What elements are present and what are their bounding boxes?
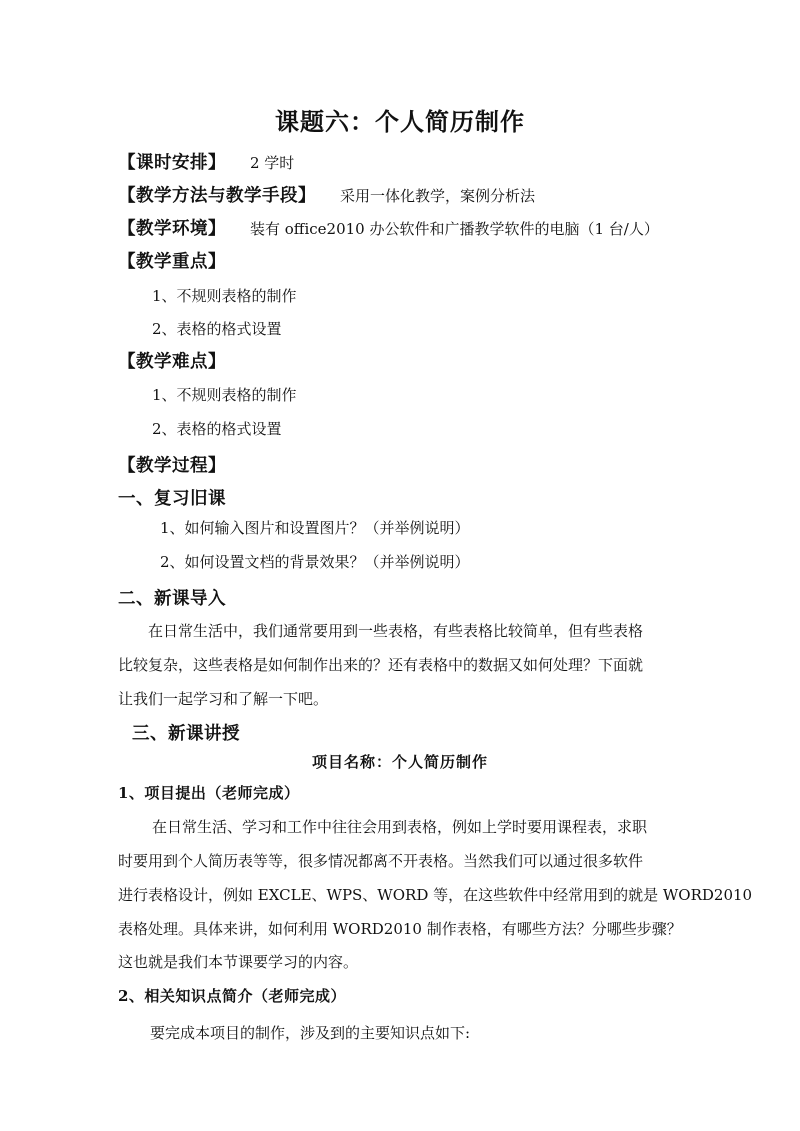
list-item: 2、如何设置文档的背景效果？（并举例说明） xyxy=(160,553,470,571)
list-item: 1、不规则表格的制作 xyxy=(152,287,297,305)
meta-label: 【教学方法与教学手段】 xyxy=(118,186,316,206)
meta-value: 2 学时 xyxy=(250,154,295,172)
paragraph-line: 要完成本项目的制作，涉及到的主要知识点如下: xyxy=(150,1024,471,1042)
review-heading: 一、复习旧课 xyxy=(118,489,226,509)
key-points-heading: 【教学重点】 xyxy=(118,252,226,272)
difficult-points-heading: 【教学难点】 xyxy=(118,352,226,372)
paragraph-line: 进行表格设计，例如 EXCLE、WPS、WORD 等，在这些软件中经常用到的就是 WORD2010 xyxy=(118,886,753,904)
meta-value: 装有 office2010 办公软件和广播教学软件的电脑（1 台/人） xyxy=(250,220,659,238)
project-name: 项目名称：个人简历制作 xyxy=(311,753,488,771)
section1-heading: 1、项目提出（老师完成） xyxy=(118,784,300,802)
paragraph-line: 在日常生活、学习和工作中往往会用到表格，例如上学时要用课程表，求职 xyxy=(152,818,648,836)
meta-label: 【课时安排】 xyxy=(118,153,226,173)
paragraph-line: 时要用到个人简历表等等，很多情况都离不开表格。当然我们可以通过很多软件 xyxy=(118,852,644,870)
meta-value: 采用一体化教学，案例分析法 xyxy=(340,187,536,205)
intro-heading: 二、新课导入 xyxy=(118,589,226,609)
meta-class-hours xyxy=(118,149,294,174)
list-item: 1、如何输入图片和设置图片？（并举例说明） xyxy=(160,519,470,537)
paragraph-line: 比较复杂，这些表格是如何制作出来的？还有表格中的数据又如何处理？下面就 xyxy=(118,656,644,674)
lecture-heading: 三、新课讲授 xyxy=(132,724,240,744)
meta-teaching-method xyxy=(118,182,535,207)
process-heading: 【教学过程】 xyxy=(118,456,226,476)
list-item: 1、不规则表格的制作 xyxy=(152,386,297,404)
section2-heading: 2、相关知识点简介（老师完成） xyxy=(118,987,346,1005)
paragraph-line: 这也就是我们本节课要学习的内容。 xyxy=(118,953,359,971)
meta-label: 【教学环境】 xyxy=(118,219,226,239)
document-title: 课题六：个人简历制作 xyxy=(275,107,525,136)
paragraph-line: 在日常生活中，我们通常要用到一些表格，有些表格比较简单，但有些表格 xyxy=(148,622,644,640)
paragraph-line: 让我们一起学习和了解一下吧。 xyxy=(118,690,329,708)
meta-teaching-environment xyxy=(118,215,659,240)
list-item: 2、表格的格式设置 xyxy=(152,420,282,438)
paragraph-line: 表格处理。具体来讲，如何利用 WORD2010 制作表格，有哪些方法？分哪些步骤？ xyxy=(118,920,682,938)
list-item: 2、表格的格式设置 xyxy=(152,320,282,338)
